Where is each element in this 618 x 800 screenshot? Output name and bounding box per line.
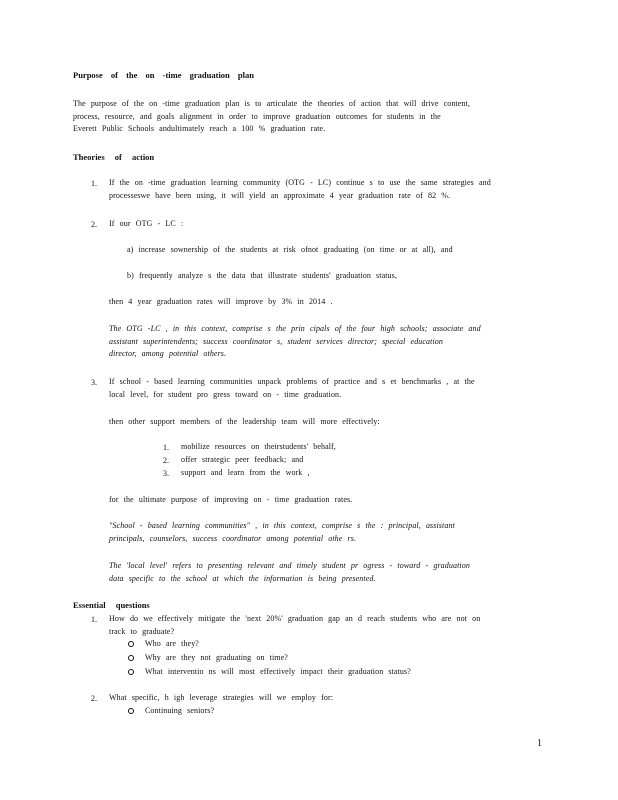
theory-line: If school - based learning communities unpack problems of practice and s et benchmarks , at the bbox=[109, 377, 475, 386]
purpose-paragraph bbox=[73, 98, 470, 136]
theory-item-3-note-1 bbox=[109, 520, 455, 545]
circle-bullet-icon bbox=[128, 641, 134, 647]
sub-number: 1. bbox=[163, 443, 169, 452]
question-bullet: Who are they? bbox=[145, 639, 199, 648]
circle-bullet-icon bbox=[128, 669, 134, 675]
question-bullet: Continuing seniors? bbox=[145, 706, 215, 715]
question-line: How do we effectively mitigate the 'next 20%' graduation gap an d reach students who are not on bbox=[109, 614, 481, 623]
question-line: track to graduate? bbox=[109, 626, 175, 636]
question-bullet: Why are they not graduating on time? bbox=[145, 653, 288, 662]
sub-item: support and learn from the work , bbox=[181, 468, 310, 477]
note-line: director, among potential others. bbox=[109, 349, 227, 358]
purpose-line: The purpose of the on -time graduation plan is to articulate the theories of action that will drive content, bbox=[73, 99, 470, 108]
list-number: 2. bbox=[91, 694, 97, 703]
theory-item-2a: a) increase sownership of the students at risk ofnot graduating (on time or at all), and bbox=[127, 245, 453, 254]
theory-item-2-note bbox=[109, 323, 481, 361]
theory-item-2-intro: If our OTG - LC : bbox=[109, 219, 184, 228]
sub-number: 2. bbox=[163, 456, 169, 465]
essential-heading: Essential questions bbox=[73, 600, 150, 610]
purpose-heading: Purpose of the on -time graduation plan bbox=[73, 70, 254, 80]
question-bullet: What interventio ns will most effectively impact their graduation status? bbox=[145, 667, 411, 676]
theory-item-2-then: then 4 year graduation rates will improve by 3% in 2014 . bbox=[109, 297, 333, 306]
theory-item-2b: b) frequently analyze s the data that illustrate students' graduation status, bbox=[127, 271, 397, 280]
page-number: 1 bbox=[537, 738, 542, 749]
note-line: "School - based learning communities" , in this context, comprise s the : principal, assistant bbox=[109, 521, 455, 530]
purpose-line: process, resource, and goals alignment in order to improve graduation outcomes for students in the bbox=[73, 111, 441, 121]
essential-question-1 bbox=[109, 613, 480, 638]
note-line: data specific to the school at which the information is being presented. bbox=[109, 573, 376, 583]
theory-line: local level, for student pro gress toward on - time graduation. bbox=[109, 389, 342, 399]
theory-item-3-purpose: for the ultimate purpose of improving on - time graduation rates. bbox=[109, 495, 353, 504]
purpose-line: Everett Public Schools andultimately reach a 100 % graduation rate. bbox=[73, 124, 326, 133]
note-line: principals, counselors, success coordinator among potential othe rs. bbox=[109, 533, 357, 543]
list-number: 1. bbox=[91, 179, 97, 188]
theory-line: If the on -time graduation learning community (OTG - LC) continue s to use the same strategies and bbox=[109, 178, 491, 187]
list-number: 3. bbox=[91, 378, 97, 387]
list-number: 1. bbox=[91, 615, 97, 624]
theory-item-3-then: then other support members of the leadership team will more effectively: bbox=[109, 417, 380, 426]
note-line: The OTG -LC , in this context, comprise s the prin cipals of the four high schools; associate and bbox=[109, 324, 481, 333]
circle-bullet-icon bbox=[128, 655, 134, 661]
essential-question-2: What specific, h igh leverage strategies will we employ for: bbox=[109, 693, 334, 702]
theory-line: processeswe have been using, it will yield an approximate 4 year graduation rate of 82 %. bbox=[109, 190, 451, 200]
list-number: 2. bbox=[91, 220, 97, 229]
circle-bullet-icon bbox=[128, 708, 134, 714]
sub-item: offer strategic peer feedback; and bbox=[181, 455, 304, 464]
theory-item-3 bbox=[109, 376, 475, 401]
sub-number: 3. bbox=[163, 469, 169, 478]
theories-heading: Theories of action bbox=[73, 152, 155, 162]
note-line: The 'local level' refers to presenting relevant and timely student pr ogress - toward - graduation bbox=[109, 561, 470, 570]
theory-item-1 bbox=[109, 177, 491, 202]
note-line: assistant superintendents; success coordinator s, student services director; special education bbox=[109, 336, 443, 346]
theory-item-3-note-2 bbox=[109, 560, 470, 585]
sub-item: mobilize resources on theirstudents' behalf, bbox=[181, 442, 336, 451]
